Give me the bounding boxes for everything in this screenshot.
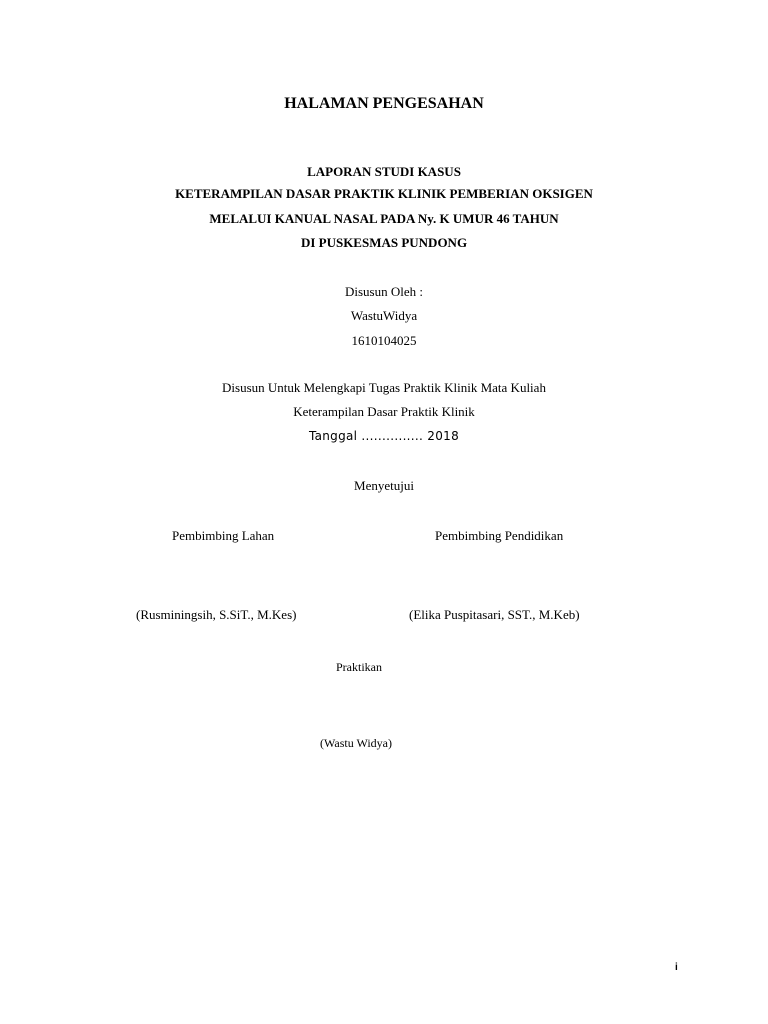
date-year: 2018 <box>427 429 460 443</box>
report-heading: LAPORAN STUDI KASUS <box>307 164 461 179</box>
field-supervisor-name: (Rusminingsih, S.SiT., M.Kes) <box>136 607 297 622</box>
field-supervisor-role: Pembimbing Lahan <box>172 528 275 543</box>
page-title: HALAMAN PENGESAHAN <box>284 95 484 112</box>
purpose-line-2: Keterampilan Dasar Praktik Klinik <box>293 404 475 419</box>
practitioner-name: (Wastu Widya) <box>320 736 392 750</box>
author-label: Disusun Oleh : <box>345 284 423 299</box>
approval-label: Menyetujui <box>354 478 414 493</box>
report-title-line-2: MELALUI KANUAL NASAL PADA Ny. K UMUR 46 TAHUN <box>209 211 559 226</box>
academic-supervisor-role: Pembimbing Pendidikan <box>435 528 564 543</box>
page-number: i <box>675 962 678 973</box>
practitioner-role: Praktikan <box>336 660 382 674</box>
author-id: 1610104025 <box>351 333 417 348</box>
report-title-line-3: DI PUSKESMAS PUNDONG <box>300 235 468 250</box>
report-title-line-1: KETERAMPILAN DASAR PRAKTIK KLINIK PEMBERIAN OKSIGEN <box>175 186 593 201</box>
date-blank: ............... <box>361 429 424 443</box>
author-name: WastuWidya <box>350 308 418 323</box>
academic-supervisor-name: (Elika Puspitasari, SST., M.Keb) <box>409 607 580 622</box>
purpose-line-1: Disusun Untuk Melengkapi Tugas Praktik Klinik Mata Kuliah <box>222 380 546 395</box>
date-line <box>0 430 768 442</box>
date-label: Tanggal <box>308 429 358 443</box>
